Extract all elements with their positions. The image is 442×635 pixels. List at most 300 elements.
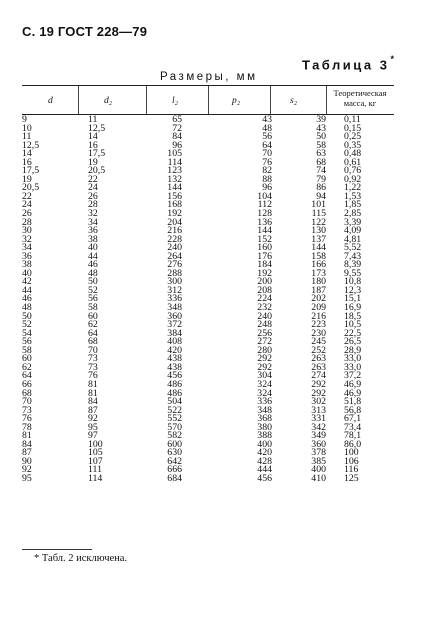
cell-p2: 112 xyxy=(257,199,272,211)
table-row xyxy=(0,421,442,433)
cell-d: 68 xyxy=(22,387,32,399)
cell-d: 54 xyxy=(22,327,32,339)
table-row xyxy=(0,139,442,151)
cell-s2: 292 xyxy=(311,378,326,390)
table-row xyxy=(0,466,442,475)
table-header-row xyxy=(0,88,442,114)
table-row xyxy=(0,455,442,467)
cell-mass: 9,55 xyxy=(344,267,362,279)
cell-d: 92 xyxy=(22,464,32,476)
table-row xyxy=(0,378,442,390)
cell-l2: 96 xyxy=(172,139,182,151)
cell-p2: 232 xyxy=(257,302,272,314)
cell-s2: 43 xyxy=(316,122,326,134)
cell-mass: 1,22 xyxy=(344,182,362,194)
cell-l2: 384 xyxy=(167,327,182,339)
column-header-d2: d₂ xyxy=(104,96,113,106)
cell-mass: 0,11 xyxy=(344,114,361,125)
cell-d: 87 xyxy=(22,447,32,459)
cell-d: 38 xyxy=(22,259,32,271)
cell-d: 81 xyxy=(22,430,32,442)
cell-p2: 82 xyxy=(262,165,272,177)
cell-l2: 288 xyxy=(167,267,182,279)
cell-s2: 137 xyxy=(311,233,326,245)
cell-s2: 209 xyxy=(311,302,326,314)
cell-p2: 348 xyxy=(257,404,272,416)
cell-d2: 111 xyxy=(88,464,102,476)
cell-l2: 84 xyxy=(172,131,182,143)
cell-l2: 684 xyxy=(167,472,182,484)
cell-p2: 368 xyxy=(257,413,272,425)
table-row xyxy=(0,156,442,168)
cell-p2: 64 xyxy=(262,139,272,151)
table-row xyxy=(0,387,442,399)
cell-d2: 114 xyxy=(88,472,103,484)
cell-s2: 130 xyxy=(311,225,326,237)
table-row xyxy=(0,404,442,416)
cell-d2: 17,5 xyxy=(88,148,106,160)
cell-mass: 67,1 xyxy=(344,413,362,425)
cell-p2: 200 xyxy=(257,276,272,288)
column-header-s2: s₂ xyxy=(290,96,297,106)
cell-p2: 144 xyxy=(257,225,272,237)
cell-d: 58 xyxy=(22,344,32,356)
table-row xyxy=(0,361,442,373)
table-row xyxy=(0,310,442,322)
table-row xyxy=(0,398,442,407)
cell-p2: 400 xyxy=(257,438,272,450)
table-row xyxy=(0,415,442,424)
cell-s2: 58 xyxy=(316,139,326,151)
cell-mass: 4,81 xyxy=(344,233,362,245)
cell-l2: 114 xyxy=(167,156,182,168)
cell-l2: 570 xyxy=(167,421,182,433)
cell-d2: 44 xyxy=(88,250,98,262)
cell-p2: 272 xyxy=(257,336,272,348)
cell-p2: 428 xyxy=(257,455,272,467)
cell-d: 84 xyxy=(22,438,32,450)
cell-d: 40 xyxy=(22,267,32,279)
cell-mass: 4,09 xyxy=(344,225,362,237)
cell-d2: 70 xyxy=(88,344,98,356)
cell-mass: 7,43 xyxy=(344,250,362,262)
cell-d: 26 xyxy=(22,208,32,220)
table-row xyxy=(0,344,442,356)
cell-d: 36 xyxy=(22,250,32,262)
cell-d: 44 xyxy=(22,284,32,296)
cell-l2: 240 xyxy=(167,242,182,254)
cell-d: 78 xyxy=(22,421,32,433)
cell-p2: 280 xyxy=(257,344,272,356)
cell-d2: 81 xyxy=(88,378,98,390)
column-header-d: d xyxy=(48,96,53,106)
table-row xyxy=(0,267,442,279)
cell-mass: 10,8 xyxy=(344,276,362,288)
cell-mass: 8,39 xyxy=(344,259,362,271)
table-row xyxy=(0,233,442,245)
footnote-rule xyxy=(22,549,92,550)
cell-d: 90 xyxy=(22,455,32,467)
table-row xyxy=(0,173,442,185)
cell-s2: 202 xyxy=(311,293,326,305)
cell-d: 17,5 xyxy=(22,165,40,177)
cell-mass: 116 xyxy=(344,464,359,476)
cell-p2: 192 xyxy=(257,267,272,279)
cell-mass: 28,9 xyxy=(344,344,362,356)
cell-d2: 50 xyxy=(88,276,98,288)
cell-d2: 95 xyxy=(88,421,98,433)
cell-l2: 65 xyxy=(172,114,182,125)
cell-l2: 438 xyxy=(167,353,182,365)
cell-s2: 274 xyxy=(311,370,326,382)
cell-p2: 104 xyxy=(257,190,272,202)
cell-l2: 504 xyxy=(167,396,182,408)
cell-p2: 324 xyxy=(257,378,272,390)
cell-mass: 0,61 xyxy=(344,156,362,168)
cell-s2: 302 xyxy=(311,396,326,408)
cell-l2: 486 xyxy=(167,378,182,390)
cell-d: 52 xyxy=(22,319,32,331)
cell-mass: 12,3 xyxy=(344,284,362,296)
cell-p2: 292 xyxy=(257,353,272,365)
cell-d2: 20,5 xyxy=(88,165,106,177)
cell-p2: 336 xyxy=(257,396,272,408)
cell-s2: 263 xyxy=(311,353,326,365)
cell-d: 11 xyxy=(22,131,32,143)
cell-d2: 56 xyxy=(88,293,98,305)
cell-d2: 14 xyxy=(88,131,98,143)
cell-s2: 342 xyxy=(311,421,326,433)
cell-p2: 224 xyxy=(257,293,272,305)
cell-mass: 86,0 xyxy=(344,438,362,450)
cell-mass: 125 xyxy=(344,472,359,484)
cell-s2: 252 xyxy=(311,344,326,356)
cell-d: 62 xyxy=(22,361,32,373)
cell-p2: 240 xyxy=(257,310,272,322)
cell-s2: 101 xyxy=(311,199,326,211)
cell-d: 9 xyxy=(22,114,27,125)
cell-s2: 74 xyxy=(316,165,326,177)
cell-l2: 582 xyxy=(167,430,182,442)
table-row xyxy=(0,438,442,450)
cell-s2: 292 xyxy=(311,387,326,399)
column-divider xyxy=(146,86,147,115)
cell-d2: 11 xyxy=(88,114,98,125)
cell-l2: 264 xyxy=(167,250,182,262)
cell-d: 46 xyxy=(22,293,32,305)
cell-p2: 43 xyxy=(262,114,272,125)
cell-mass: 1,85 xyxy=(344,199,362,211)
column-header-l2: l₂ xyxy=(172,96,178,106)
cell-l2: 144 xyxy=(167,182,182,194)
table-row xyxy=(0,295,442,304)
cell-d2: 52 xyxy=(88,284,98,296)
cell-d: 30 xyxy=(22,225,32,237)
cell-mass: 18,5 xyxy=(344,310,362,322)
table-row xyxy=(0,244,442,253)
cell-s2: 63 xyxy=(316,148,326,160)
table-row xyxy=(0,278,442,287)
cell-mass: 0,25 xyxy=(344,131,362,143)
cell-l2: 348 xyxy=(167,302,182,314)
cell-s2: 313 xyxy=(311,404,326,416)
cell-p2: 380 xyxy=(257,421,272,433)
cell-l2: 72 xyxy=(172,122,182,134)
table-row xyxy=(0,327,442,339)
cell-d2: 60 xyxy=(88,310,98,322)
cell-d: 10 xyxy=(22,122,32,134)
cell-l2: 456 xyxy=(167,370,182,382)
cell-s2: 378 xyxy=(311,447,326,459)
cell-p2: 176 xyxy=(257,250,272,262)
cell-d2: 16 xyxy=(88,139,98,151)
cell-d: 28 xyxy=(22,216,32,228)
table-title xyxy=(302,56,394,72)
cell-d2: 68 xyxy=(88,336,98,348)
cell-mass: 15,1 xyxy=(344,293,362,305)
table-row xyxy=(0,261,442,270)
cell-d: 64 xyxy=(22,370,32,382)
cell-mass: 5,52 xyxy=(344,242,362,254)
cell-l2: 204 xyxy=(167,216,182,228)
cell-s2: 68 xyxy=(316,156,326,168)
cell-d2: 97 xyxy=(88,430,98,442)
cell-mass: 1,53 xyxy=(344,190,362,202)
column-divider xyxy=(208,86,209,115)
table-row xyxy=(0,116,442,125)
cell-l2: 312 xyxy=(167,284,182,296)
cell-d: 16 xyxy=(22,156,32,168)
cell-l2: 276 xyxy=(167,259,182,271)
table-row xyxy=(0,304,442,313)
cell-d2: 58 xyxy=(88,302,98,314)
cell-mass: 0,76 xyxy=(344,165,362,177)
cell-d2: 38 xyxy=(88,233,98,245)
cell-d: 32 xyxy=(22,233,32,245)
cell-s2: 166 xyxy=(311,259,326,271)
cell-s2: 94 xyxy=(316,190,326,202)
table-row xyxy=(0,216,442,228)
table-row xyxy=(0,472,442,484)
cell-d: 50 xyxy=(22,310,32,322)
cell-s2: 39 xyxy=(316,114,326,125)
cell-d2: 73 xyxy=(88,353,98,365)
table-row xyxy=(0,432,442,441)
cell-s2: 79 xyxy=(316,173,326,185)
cell-mass: 3,39 xyxy=(344,216,362,228)
cell-p2: 70 xyxy=(262,148,272,160)
cell-mass: 0,35 xyxy=(344,139,362,151)
table-row xyxy=(0,355,442,364)
table-row xyxy=(0,133,442,142)
cell-d2: 34 xyxy=(88,216,98,228)
cell-d2: 36 xyxy=(88,225,98,237)
cell-l2: 336 xyxy=(167,293,182,305)
cell-mass: 0,15 xyxy=(344,122,362,134)
table-title-footnote-mark: * xyxy=(390,54,394,64)
cell-l2: 408 xyxy=(167,336,182,348)
cell-d: 24 xyxy=(22,199,32,211)
cell-mass: 37,2 xyxy=(344,370,362,382)
cell-p2: 324 xyxy=(257,387,272,399)
cell-mass: 26,5 xyxy=(344,336,362,348)
cell-d2: 26 xyxy=(88,190,98,202)
table-row xyxy=(0,250,442,262)
cell-s2: 115 xyxy=(311,208,326,220)
column-header-mass-line2: масса, кг xyxy=(343,97,377,108)
cell-s2: 86 xyxy=(316,182,326,194)
cell-s2: 230 xyxy=(311,327,326,339)
cell-l2: 630 xyxy=(167,447,182,459)
cell-s2: 180 xyxy=(311,276,326,288)
cell-d: 34 xyxy=(22,242,32,254)
cell-s2: 223 xyxy=(311,319,326,331)
table-header-rule xyxy=(22,114,394,115)
cell-s2: 331 xyxy=(311,413,326,425)
cell-p2: 56 xyxy=(262,131,272,143)
cell-d2: 84 xyxy=(88,396,98,408)
table-row xyxy=(0,372,442,381)
cell-s2: 400 xyxy=(311,464,326,476)
table-row xyxy=(0,338,442,347)
cell-d: 56 xyxy=(22,336,32,348)
cell-d2: 28 xyxy=(88,199,98,211)
cell-d2: 46 xyxy=(88,259,98,271)
cell-s2: 410 xyxy=(311,472,326,484)
cell-d: 42 xyxy=(22,276,32,288)
cell-d2: 107 xyxy=(88,455,103,467)
cell-p2: 96 xyxy=(262,182,272,194)
cell-p2: 248 xyxy=(257,319,272,331)
cell-d: 70 xyxy=(22,396,32,408)
cell-s2: 187 xyxy=(311,284,326,296)
cell-l2: 420 xyxy=(167,344,182,356)
cell-d: 76 xyxy=(22,413,32,425)
cell-p2: 128 xyxy=(257,208,272,220)
cell-d2: 40 xyxy=(88,242,98,254)
cell-s2: 144 xyxy=(311,242,326,254)
cell-p2: 420 xyxy=(257,447,272,459)
cell-l2: 132 xyxy=(167,173,182,185)
cell-l2: 228 xyxy=(167,233,182,245)
cell-s2: 50 xyxy=(316,131,326,143)
cell-d2: 19 xyxy=(88,156,98,168)
cell-mass: 0,92 xyxy=(344,173,362,185)
cell-mass: 56,8 xyxy=(344,404,362,416)
cell-p2: 208 xyxy=(257,284,272,296)
cell-p2: 456 xyxy=(257,472,272,484)
cell-p2: 152 xyxy=(257,233,272,245)
cell-d: 14 xyxy=(22,148,32,160)
cell-p2: 160 xyxy=(257,242,272,254)
cell-l2: 552 xyxy=(167,413,182,425)
cell-l2: 438 xyxy=(167,361,182,373)
cell-mass: 106 xyxy=(344,455,359,467)
table-body xyxy=(0,116,442,484)
cell-d2: 105 xyxy=(88,447,103,459)
cell-mass: 100 xyxy=(344,447,359,459)
cell-s2: 245 xyxy=(311,336,326,348)
cell-l2: 360 xyxy=(167,310,182,322)
cell-l2: 486 xyxy=(167,387,182,399)
cell-p2: 48 xyxy=(262,122,272,134)
cell-d: 60 xyxy=(22,353,32,365)
cell-l2: 216 xyxy=(167,225,182,237)
footnote: * Табл. 2 исключена. xyxy=(34,553,128,564)
cell-p2: 136 xyxy=(257,216,272,228)
cell-d2: 100 xyxy=(88,438,103,450)
table-row xyxy=(0,122,442,134)
table-row xyxy=(0,449,442,458)
cell-mass: 10,5 xyxy=(344,319,362,331)
cell-l2: 123 xyxy=(167,165,182,177)
table-row xyxy=(0,150,442,159)
cell-p2: 88 xyxy=(262,173,272,185)
cell-l2: 372 xyxy=(167,319,182,331)
cell-l2: 666 xyxy=(167,464,182,476)
column-header-p2: p₂ xyxy=(232,96,241,106)
cell-mass: 0,48 xyxy=(344,148,362,160)
cell-mass: 46,9 xyxy=(344,387,362,399)
cell-d2: 64 xyxy=(88,327,98,339)
cell-d: 66 xyxy=(22,378,32,390)
column-header-mass-line1: Теоретическая xyxy=(333,88,387,98)
cell-d2: 81 xyxy=(88,387,98,399)
cell-p2: 292 xyxy=(257,361,272,373)
column-divider xyxy=(270,86,271,115)
column-header-mass xyxy=(328,89,392,108)
page-header: С. 19 ГОСТ 228—79 xyxy=(22,24,148,39)
cell-mass: 78,1 xyxy=(344,430,362,442)
cell-l2: 192 xyxy=(167,208,182,220)
cell-d2: 48 xyxy=(88,267,98,279)
cell-s2: 263 xyxy=(311,361,326,373)
cell-d: 73 xyxy=(22,404,32,416)
cell-d2: 87 xyxy=(88,404,98,416)
cell-mass: 46,9 xyxy=(344,378,362,390)
cell-s2: 122 xyxy=(311,216,326,228)
cell-d: 22 xyxy=(22,190,32,202)
cell-p2: 304 xyxy=(257,370,272,382)
cell-mass: 51,8 xyxy=(344,396,362,408)
cell-l2: 522 xyxy=(167,404,182,416)
cell-d: 12,5 xyxy=(22,139,40,151)
cell-l2: 105 xyxy=(167,148,182,160)
cell-p2: 76 xyxy=(262,156,272,168)
cell-d2: 92 xyxy=(88,413,98,425)
cell-s2: 216 xyxy=(311,310,326,322)
cell-l2: 156 xyxy=(167,190,182,202)
cell-s2: 173 xyxy=(311,267,326,279)
table-row xyxy=(0,284,442,296)
cell-mass: 22,5 xyxy=(344,327,362,339)
cell-p2: 444 xyxy=(257,464,272,476)
cell-d2: 73 xyxy=(88,361,98,373)
table-row xyxy=(0,321,442,330)
cell-s2: 385 xyxy=(311,455,326,467)
cell-mass: 73,4 xyxy=(344,421,362,433)
cell-p2: 388 xyxy=(257,430,272,442)
cell-mass: 16,9 xyxy=(344,302,362,314)
cell-l2: 300 xyxy=(167,276,182,288)
cell-d2: 12,5 xyxy=(88,122,106,134)
table-row xyxy=(0,190,442,202)
cell-l2: 600 xyxy=(167,438,182,450)
table-row xyxy=(0,201,442,210)
column-divider xyxy=(326,86,327,115)
cell-l2: 168 xyxy=(167,199,182,211)
cell-s2: 349 xyxy=(311,430,326,442)
